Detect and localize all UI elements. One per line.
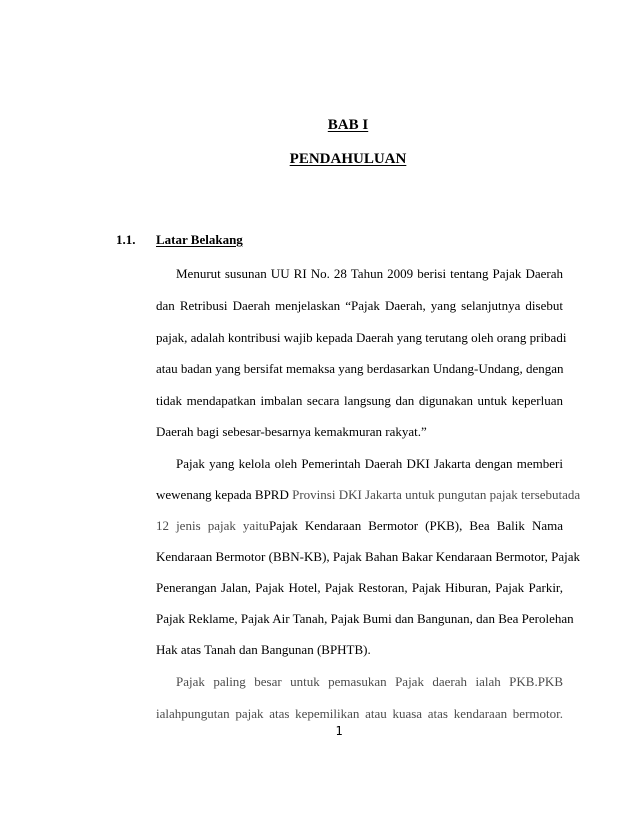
paragraph-2-line-6: Pajak Reklame, Pajak Air Tanah, Pajak Bumi dan Bangunan, dan Bea Perolehan [156, 611, 574, 626]
paragraph-3-line-1: Pajak paling besar untuk pemasukan Pajak daerah ialah PKB.PKB [176, 674, 563, 689]
paragraph-3-line-2: ialahpungutan pajak atas kepemilikan atau kuasa atas kendaraan bermotor. [156, 706, 563, 721]
paragraph-1-line-5: tidak mendapatkan imbalan secara langsung dan digunakan untuk keperluan [156, 393, 563, 408]
paragraph-2-line-7: Hak atas Tanah dan Bangunan (BPHTB). [156, 642, 371, 657]
page-number: 1 [335, 724, 343, 738]
paragraph-2-line-1: Pajak yang kelola oleh Pemerintah Daerah DKI Jakarta dengan memberi [176, 456, 563, 471]
paragraph-2-line-2-start: wewenang kepada BPRD [156, 487, 293, 502]
paragraph-2-line-4: Kendaraan Bermotor (BBN-KB), Pajak Bahan Bakar Kendaraan Bermotor, Pajak [156, 549, 581, 564]
paragraph-1-line-4: atau badan yang bersifat memaksa yang berdasarkan Undang-Undang, dengan [156, 361, 564, 376]
chapter-title: PENDAHULUAN [289, 151, 407, 167]
paragraph-2-line-2-end: Provinsi DKI Jakarta untuk pungutan pajak tersebutada [292, 487, 581, 502]
paragraph-1-line-1: Menurut susunan UU RI No. 28 Tahun 2009 berisi tentang Pajak Daerah [176, 266, 563, 281]
chapter-heading: BAB I [327, 117, 369, 133]
paragraph-2-line-3-start: 12 jenis pajak yaitu [156, 518, 269, 533]
section-number: 1.1. [116, 232, 136, 247]
paragraph-2-line-2 [156, 487, 581, 503]
paragraph-1-line-3: pajak, adalah kontribusi wajib kepada Daerah yang terutang oleh orang pribadi [156, 330, 567, 345]
paragraph-2-line-5: Penerangan Jalan, Pajak Hotel, Pajak Restoran, Pajak Hiburan, Pajak Parkir, [156, 580, 563, 595]
paragraph-2-line-3-end: Pajak Kendaraan Bermotor (PKB), Bea Balik Nama [268, 518, 564, 533]
section-title: Latar Belakang [156, 232, 243, 247]
paragraph-2-line-3 [156, 518, 563, 534]
paragraph-1-line-2: dan Retribusi Daerah menjelaskan “Pajak Daerah, yang selanjutnya disebut [156, 298, 563, 313]
paragraph-1-line-6: Daerah bagi sebesar-besarnya kemakmuran rakyat.” [156, 424, 427, 439]
